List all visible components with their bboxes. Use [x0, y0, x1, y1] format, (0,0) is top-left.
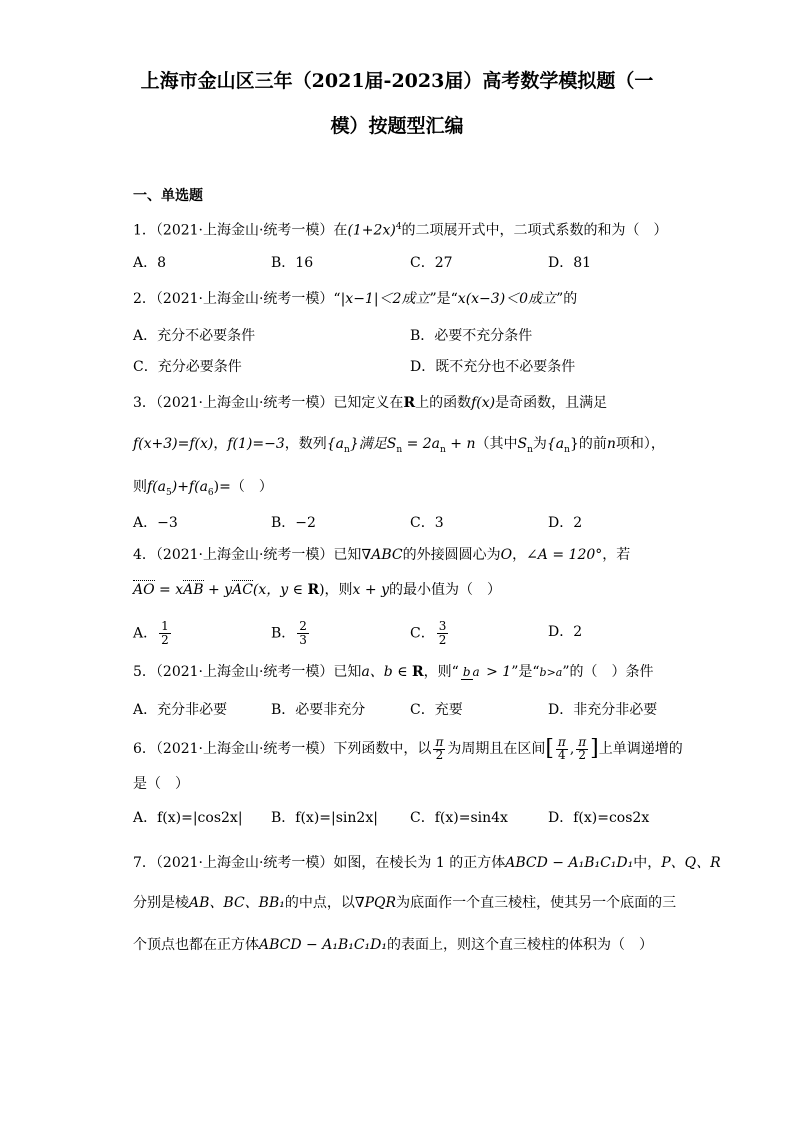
- question-2: 2．（2021·上海金山·统考一模）“|x−1|＜2成立”是“x(x−3)＜0成立”的: [133, 291, 578, 307]
- q3-option-a: A．−3: [133, 515, 178, 531]
- question-4-line-2: AO = xAB + yAC(x，y ∈ R)，则x + y的最小值为（ ）: [133, 582, 501, 598]
- document-title-line-2: 模）按题型汇编: [330, 115, 464, 137]
- q6-option-c: C．f(x)=sin4x: [410, 810, 508, 826]
- question-5: 5．（2021·上海金山·统考一模）已知a、b ∈ R，则“ b a > 1”是“b>a”的（ ）条件: [133, 664, 654, 680]
- q2-option-d: D．既不充分也不必要条件: [410, 359, 576, 375]
- question-7-line-1: 7．（2021·上海金山·统考一模）如图，在棱长为 1 的正方体ABCD − A₁B₁C₁D₁中，P、Q、R: [133, 855, 721, 871]
- question-7-line-2: 分别是棱AB、BC、BB₁的中点，以∇PQR为底面作一个直三棱柱，使其另一个底面的三: [133, 895, 677, 911]
- question-6-line-1: 6．（2021·上海金山·统考一模）下列函数中，以 $\frac{\pi}{2}$ 为周期且在区间[ $\frac{\pi}{4}$ , $\frac{\pi}{2}$ ]上单调递增的: [133, 735, 683, 762]
- question-6-line-2: 是（ ）: [133, 776, 189, 792]
- question-3-line-2: f(x+3)=f(x)，f(1)=−3，数列$\{a_n\}$满足$S_n = 2a_n + n$（其中$S_n$为$\{a_n\}$的前n项和），: [133, 436, 665, 455]
- section-heading: 一、单选题: [133, 188, 203, 204]
- q1-option-b: B．16: [271, 255, 314, 271]
- q2-option-b: B．必要不充分条件: [410, 328, 533, 344]
- q3-option-d: D．2: [548, 515, 583, 531]
- q5-option-c: C．充要: [410, 702, 463, 718]
- question-7-line-3: 个顶点也都在正方体ABCD − A₁B₁C₁D₁的表面上，则这个直三棱柱的体积为（ ）: [133, 937, 654, 953]
- q2-option-c: C．充分必要条件: [133, 359, 242, 375]
- question-4-line-1: 4．（2021·上海金山·统考一模）已知∇ABC的外接圆圆心为O，∠A = 120°，若: [133, 547, 631, 563]
- q5-option-a: A．充分非必要: [133, 702, 228, 718]
- question-3-line-1: 3．（2021·上海金山·统考一模）已知定义在R上的函数f(x)是奇函数，且满足: [133, 395, 608, 411]
- q6-option-b: B．f(x)=|sin2x|: [271, 810, 378, 826]
- q4-option-b: B． $\frac{2}{3}$: [271, 619, 307, 647]
- document-title-line-1: 上海市金山区三年（2021届-2023届）高考数学模拟题（一: [140, 70, 654, 92]
- q4-option-d: D．2: [548, 624, 583, 640]
- question-1: 1．（2021·上海金山·统考一模）在$(1+2x)^4$的二项展开式中，二项式系数的和为（ ）: [133, 222, 668, 239]
- q2-option-a: A．充分不必要条件: [133, 328, 256, 344]
- q6-option-a: A．f(x)=|cos2x|: [133, 810, 243, 826]
- q6-option-d: D．f(x)=cos2x: [548, 810, 650, 826]
- q3-option-b: B．−2: [271, 515, 316, 531]
- q1-option-c: C．27: [410, 255, 453, 271]
- q4-option-c: C． $\frac{3}{2}$: [410, 619, 447, 647]
- q5-option-d: D．非充分非必要: [548, 702, 658, 718]
- q1-option-d: D．81: [548, 255, 592, 271]
- q1-option-a: A．8: [133, 255, 167, 271]
- q4-option-a: A． $\frac{1}{2}$: [133, 619, 169, 647]
- question-3-line-3: 则$f(a_5)+f(a_6)=$（ ）: [133, 479, 273, 498]
- q3-option-c: C．3: [410, 515, 444, 531]
- q5-option-b: B．必要非充分: [271, 702, 366, 718]
